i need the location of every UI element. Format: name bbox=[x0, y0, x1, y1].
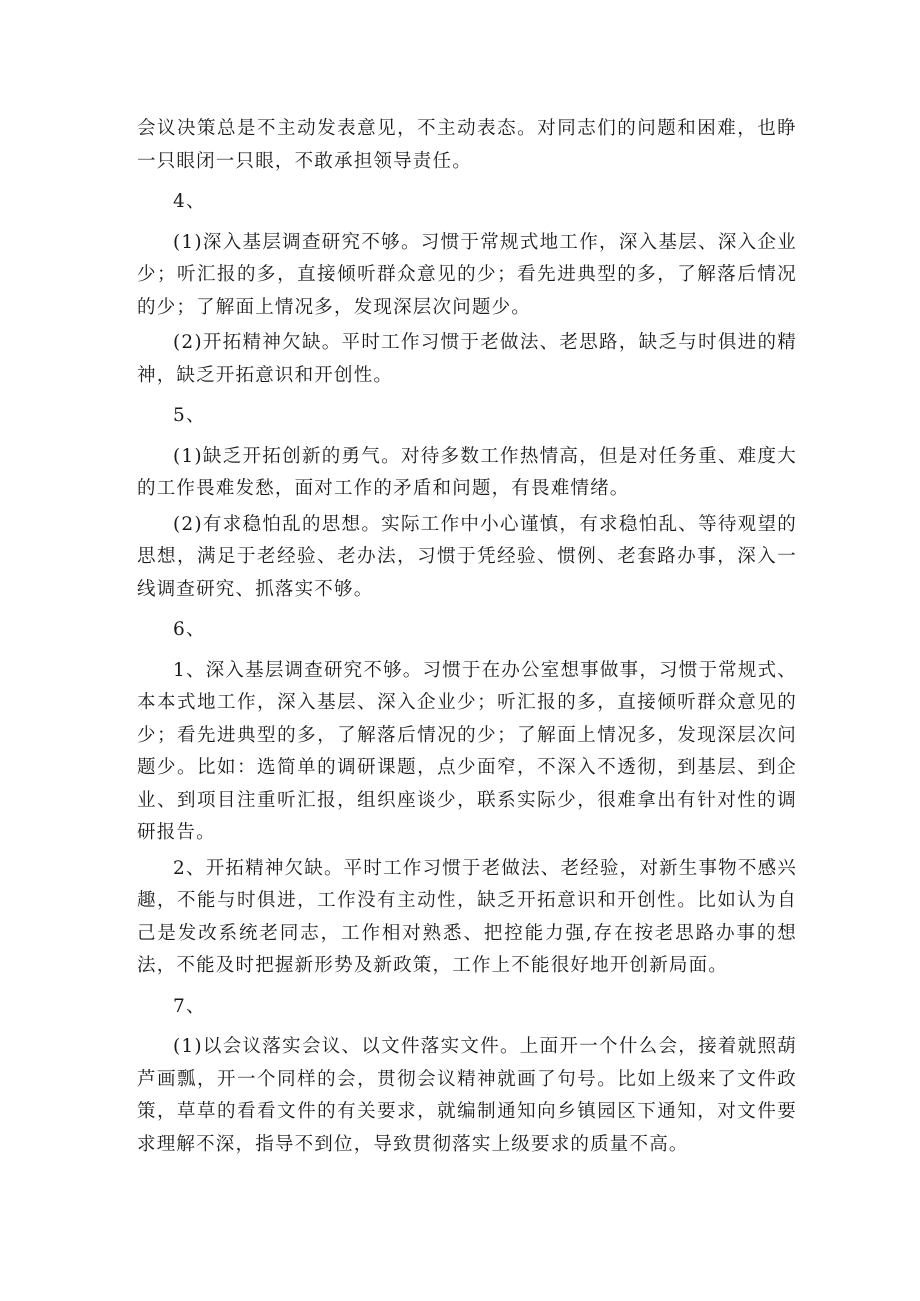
paragraph-continuation: 会议决策总是不主动发表意见，不主动表态。对同志们的问题和困难，也睁一只眼闭一只眼，不敢承担领导责任。 bbox=[137, 118, 797, 172]
paragraph-5-1: (1)缺乏开拓创新的勇气。对待多数工作热情高，但是对任务重、难度大的工作畏难发愁，面对工作的矛盾和问题，有畏难情绪。 bbox=[137, 445, 797, 499]
paragraph-6-1: 1、深入基层调查研究不够。习惯于在办公室想事做事，习惯于常规式、本本式地工作，深入基层、深入企业少；听汇报的多，直接倾听群众意见的少；看先进典型的多，了解落后情况的少；了解面上情况多，发现深层次问题少。比如：选简单的调研课题，点少面窄，不深入不透彻，到基层、到企业、到项目注重听汇报，组织座谈少，联系实际少，很难拿出有针对性的调研报告。 bbox=[137, 659, 797, 843]
section-number-7: 7、 bbox=[173, 995, 206, 1017]
section-number-4: 4、 bbox=[173, 191, 206, 212]
section-number-5: 5、 bbox=[173, 405, 206, 426]
paragraph-5-2: (2)有求稳怕乱的思想。实际工作中小心谨慎，有求稳怕乱、等待观望的思想，满足于老经验、老办法，习惯于凭经验、惯例、老套路办事，深入一线调查研究、抓落实不够。 bbox=[137, 513, 797, 600]
paragraph-4-2: (2)开拓精神欠缺。平时工作习惯于老做法、老思路，缺乏与时俱进的精神，缺乏开拓意识和开创性。 bbox=[137, 332, 797, 386]
paragraph-7-1: (1)以会议落实会议、以文件落实文件。上面开一个什么会，接着就照葫芦画瓢，开一个同样的会，贯彻会议精神就画了句号。比如上级来了文件政策，草草的看看文件的有关要求，就编制通知向乡镇园区下通知，对文件要求理解不深，指导不到位，导致贯彻落实上级要求的质量不高。 bbox=[137, 1036, 797, 1155]
section-number-6: 6、 bbox=[173, 619, 206, 640]
paragraph-6-2: 2、开拓精神欠缺。平时工作习惯于老做法、老经验，对新生事物不感兴趣，不能与时俱进，工作没有主动性，缺乏开拓意识和开创性。比如认为自己是发改系统老同志，工作相对熟悉、把控能力强,存在按老思路办事的想法，不能及时把握新形势及新政策，工作上不能很好地开创新局面。 bbox=[137, 857, 797, 976]
document-body bbox=[137, 113, 797, 1161]
paragraph-4-1: (1)深入基层调查研究不够。习惯于常规式地工作，深入基层、深入企业少；听汇报的多，直接倾听群众意见的少；看先进典型的多，了解落后情况的少；了解面上情况多，发现深层次问题少。 bbox=[137, 231, 797, 318]
